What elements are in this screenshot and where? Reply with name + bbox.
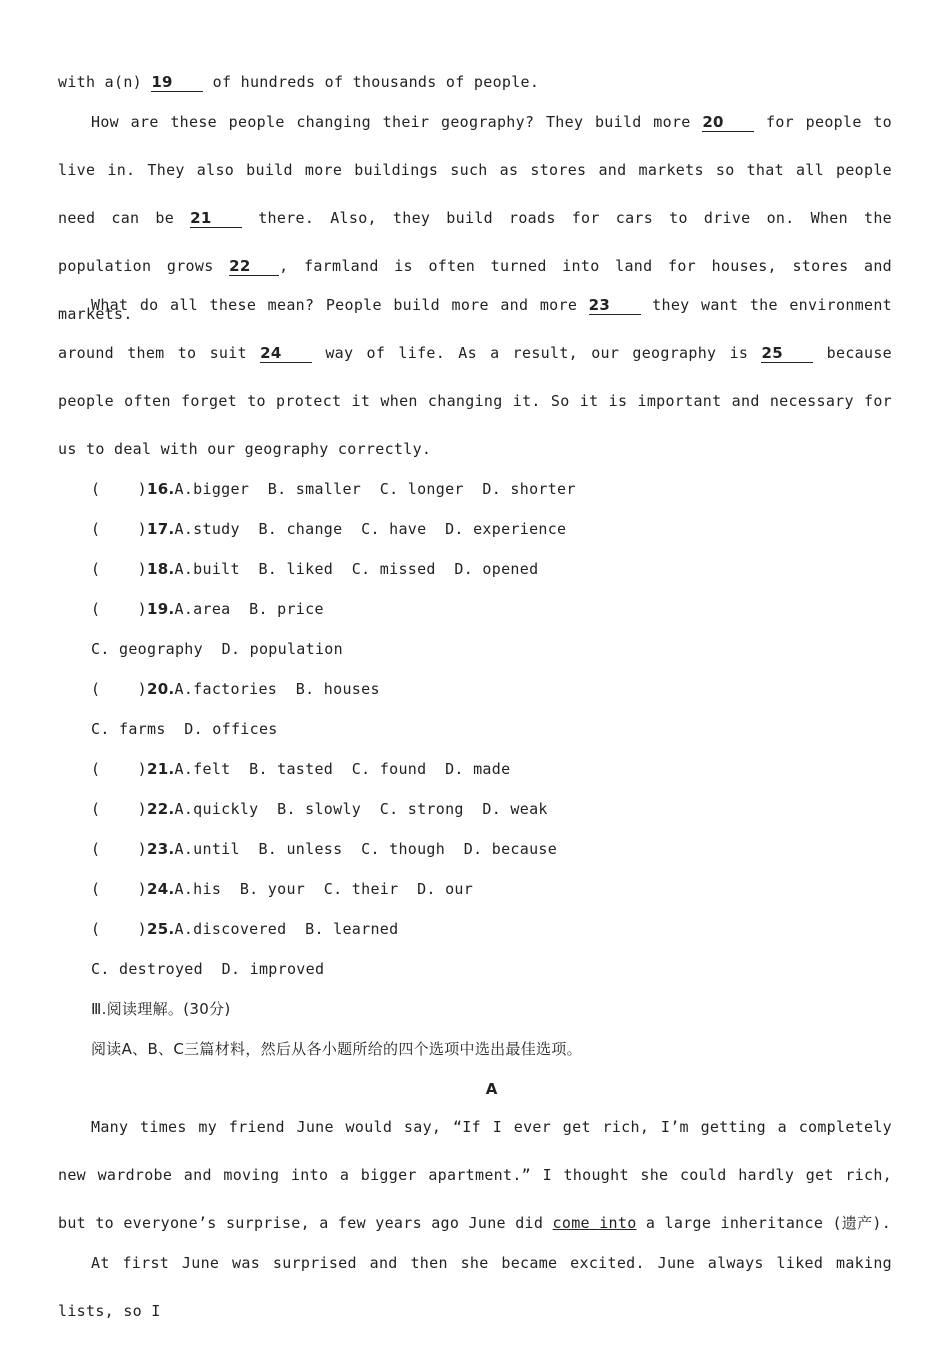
underlined-come: come — [552, 1214, 590, 1232]
question-16: ( )16.A.bigger B. smaller C. longer D. shorter — [91, 480, 576, 498]
question-25-cont: C. destroyed D. improved — [91, 960, 325, 978]
passage-paragraph-3: What do all these mean? People build more and more 23 they want the environment around them to suit 24 way of life. As a result, our geography is 25 because people often forget to protect it when changing it. So it is important and necessary for us to deal with our geography correctly. — [58, 296, 892, 458]
question-20-cont: C. farms D. offices — [91, 720, 278, 738]
blank-24: 24 — [260, 344, 312, 363]
question-21: ( )21.A.felt B. tasted C. found D. made — [91, 760, 511, 778]
passage-a-label: A — [485, 1080, 498, 1098]
section-3-instruction: 阅读A、B、C三篇材料，然后从各小题所给的四个选项中选出最佳选项。 — [91, 1040, 582, 1058]
blank-23: 23 — [589, 296, 641, 315]
section-3-title: Ⅲ.阅读理解。(30分) — [91, 1000, 231, 1018]
blank-22: 22 — [229, 257, 279, 276]
question-23: ( )23.A.until B. unless C. though D. because — [91, 840, 558, 858]
question-24: ( )24.A.his B. your C. their D. our — [91, 880, 474, 898]
blank-20: 20 — [702, 113, 754, 132]
blank-21: 21 — [190, 209, 242, 228]
question-17: ( )17.A.study B. change C. have D. experience — [91, 520, 567, 538]
question-20: ( )20.A.factories B. houses — [91, 680, 380, 698]
question-19-cont: C. geography D. population — [91, 640, 343, 658]
question-25: ( )25.A.discovered B. learned — [91, 920, 399, 938]
reading-a-paragraph-1: Many times my friend June would say, “If I ever get rich, I’m getting a completely new wardrobe and moving into a bigger apartment.” I thought she could hardly get rich, but to everyone’s surprise, a few years ago June did come into a large inheritance (遗产). — [58, 1118, 892, 1232]
question-18: ( )18.A.built B. liked C. missed D. opened — [91, 560, 539, 578]
blank-19: 19 — [151, 73, 203, 92]
blank-25: 25 — [761, 344, 813, 363]
passage-line-1: with a(n) 19 of hundreds of thousands of people. — [58, 73, 540, 91]
reading-a-paragraph-2: At first June was surprised and then she became excited. June always liked making lists, so I — [58, 1254, 892, 1320]
question-22: ( )22.A.quickly B. slowly C. strong D. weak — [91, 800, 548, 818]
underlined-into: into — [599, 1214, 637, 1232]
passage-paragraph-2: How are these people changing their geography? They build more 20 for people to live in. They also build more buildings such as stores and markets so that all people need can be 21 there. Also, they build roads for cars to drive on. When the population grows 22 , farmland is often turned into land for houses, stores and markets. — [58, 113, 893, 323]
question-19: ( )19.A.area B. price — [91, 600, 324, 618]
